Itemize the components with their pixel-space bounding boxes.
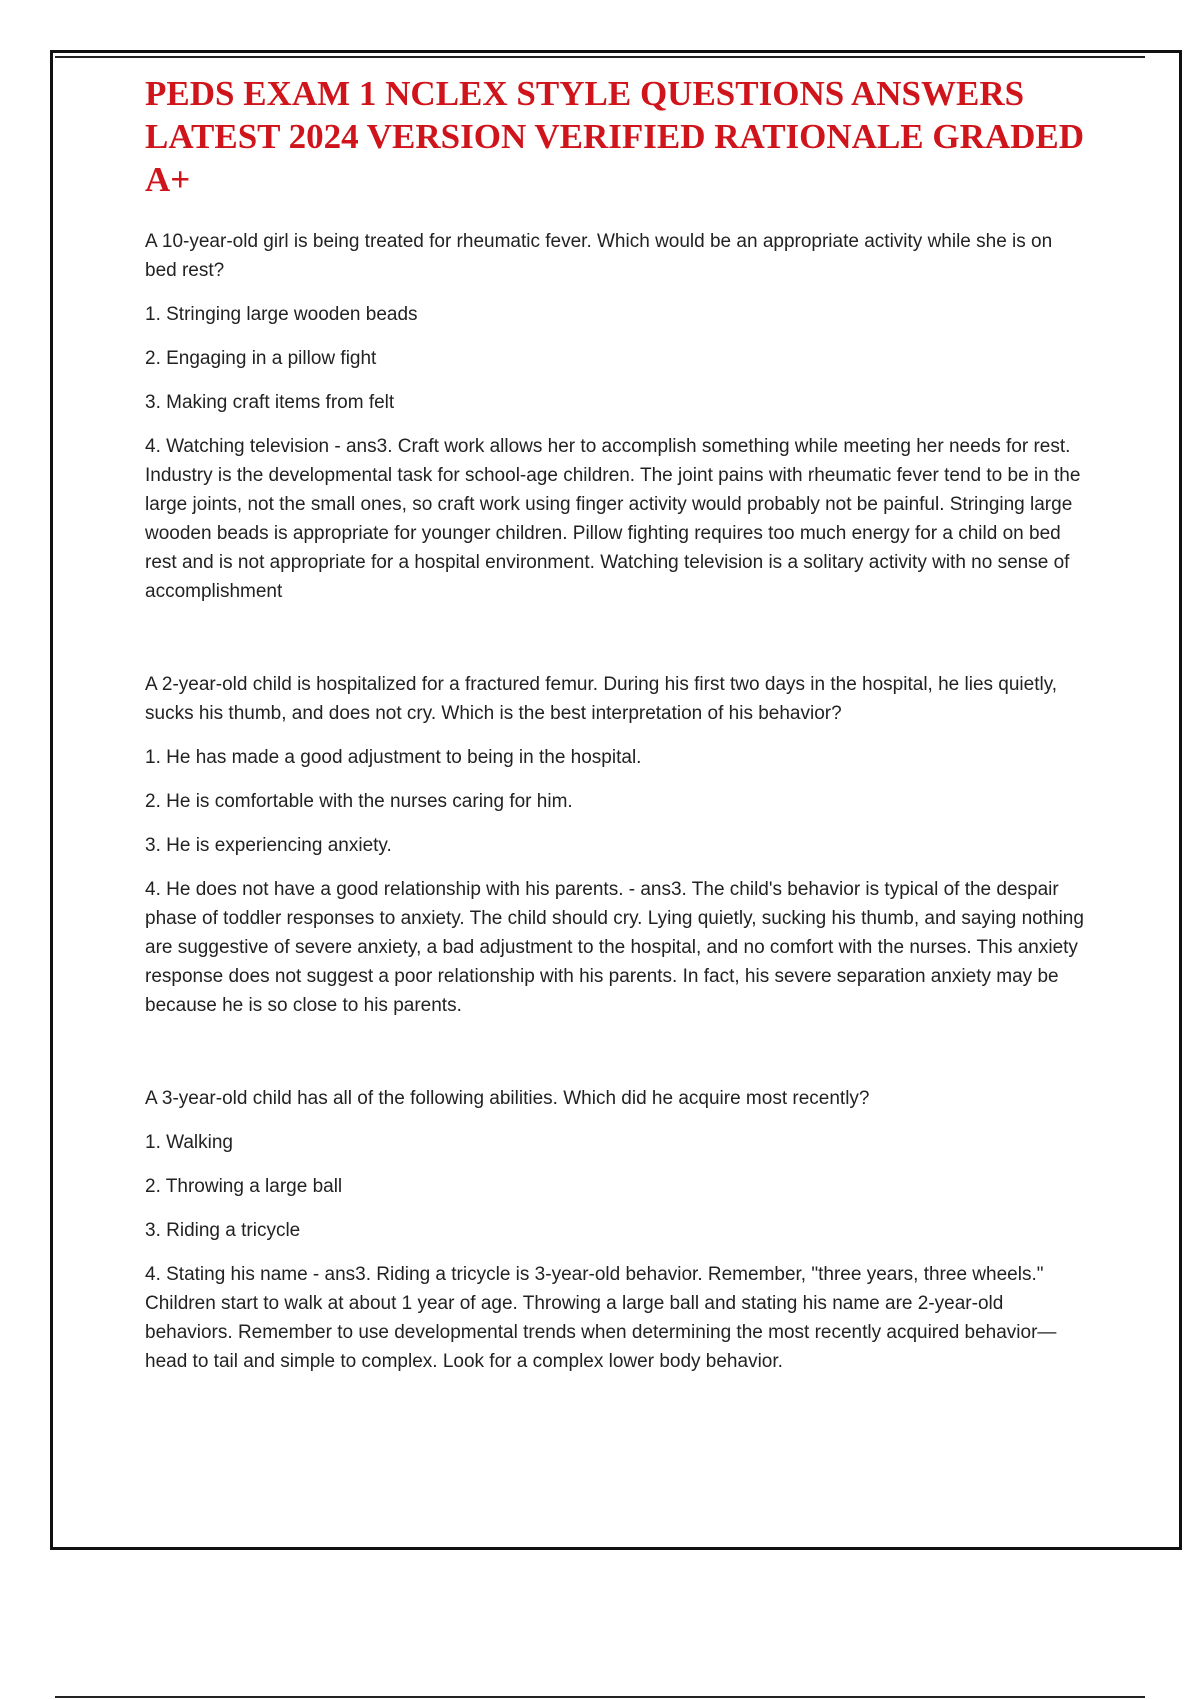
- answer-option-with-rationale: 4. Stating his name - ans3. Riding a tricycle is 3-year-old behavior. Remember, "three years, three wheels." Children start to walk at about 1 year of age. Throwing a large ball and stating his name are 2-year-old behaviors. Remember to use developmental trends when determining the most recently acquired behavior—head to tail and simple to complex. Look for a complex lower body behavior.: [145, 1264, 1057, 1372]
- question-2: [145, 670, 1085, 1020]
- question-text: A 2-year-old child is hospitalized for a fractured femur. During his first two days in the hospital, he lies quietly, sucks his thumb, and does not cry. Which is the best interpretation of his behavior?: [145, 674, 1058, 724]
- answer-option: 3. Riding a tricycle: [145, 1220, 301, 1241]
- answer-option: 3. He is experiencing anxiety.: [145, 835, 392, 856]
- question-1: [145, 227, 1085, 606]
- answer-option: 2. Engaging in a pillow fight: [145, 348, 377, 369]
- document-body: [145, 72, 1085, 1440]
- question-3: [145, 1084, 1085, 1376]
- answer-option-with-rationale: 4. Watching television - ans3. Craft work allows her to accomplish something while meeting her needs for rest. Industry is the developmental task for school-age children. The joint pains with rheumatic fever tend to be in the large joints, not the small ones, so craft work using finger activity would probably not be painful. Stringing large wooden beads is appropriate for younger children. Pillow fighting requires too much energy for a child on bed rest and is not appropriate for a hospital environment. Watching television is a solitary activity with no sense of accomplishment: [145, 436, 1081, 602]
- answer-option: 1. Walking: [145, 1132, 233, 1153]
- answer-option: 2. He is comfortable with the nurses caring for him.: [145, 791, 573, 812]
- document-title: PEDS EXAM 1 NCLEX STYLE QUESTIONS ANSWERS LATEST 2024 VERSION VERIFIED RATIONALE GRADED A+: [145, 74, 1085, 199]
- answer-option: 1. Stringing large wooden beads: [145, 304, 418, 325]
- question-text: A 3-year-old child has all of the following abilities. Which did he acquire most recently?: [145, 1088, 870, 1109]
- answer-option-with-rationale: 4. He does not have a good relationship with his parents. - ans3. The child's behavior is typical of the despair phase of toddler responses to anxiety. The child should cry. Lying quietly, sucking his thumb, and saying nothing are suggestive of severe anxiety, a bad adjustment to the hospital, and no comfort with the nurses. This anxiety response does not suggest a poor relationship with his parents. In fact, his severe separation anxiety may be because he is so close to his parents.: [145, 879, 1084, 1016]
- answer-option: 1. He has made a good adjustment to being in the hospital.: [145, 747, 642, 768]
- question-text: A 10-year-old girl is being treated for rheumatic fever. Which would be an appropriate activity while she is on bed rest?: [145, 231, 1053, 281]
- top-divider: [55, 56, 1145, 58]
- bottom-divider: [55, 1696, 1145, 1698]
- answer-option: 2. Throwing a large ball: [145, 1176, 343, 1197]
- answer-option: 3. Making craft items from felt: [145, 392, 395, 413]
